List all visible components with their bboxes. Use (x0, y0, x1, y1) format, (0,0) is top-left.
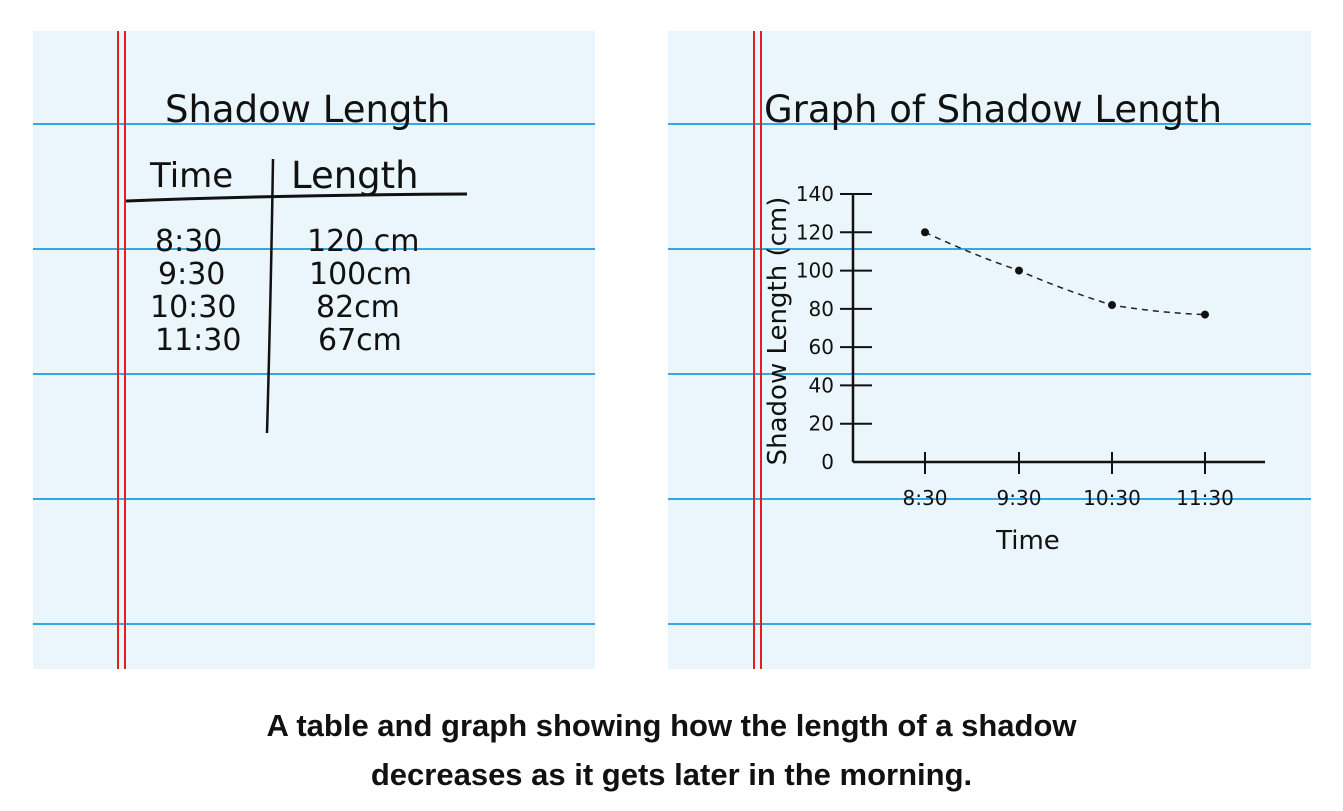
x-tick-label: 10:30 (1083, 486, 1141, 510)
table-header-time: Time (150, 156, 234, 196)
y-tick-label: 0 (821, 450, 834, 474)
table-header-length: Length (291, 154, 419, 197)
x-tick-label: 11:30 (1176, 486, 1234, 510)
table-row-length: 120 cm (307, 224, 420, 259)
table-row-time: 9:30 (158, 257, 226, 292)
x-tick-label: 9:30 (996, 486, 1042, 510)
data-point (1201, 311, 1209, 319)
caption-line-2: decreases as it gets later in the morning. (370, 757, 973, 792)
table-header-underline (126, 194, 467, 201)
table-title: Shadow Length (165, 88, 451, 131)
table-row-length: 67cm (318, 323, 402, 358)
table-rules (33, 31, 595, 669)
table-column-divider (267, 159, 273, 433)
y-tick-label: 140 (795, 182, 834, 206)
notebook-sheet-table (33, 31, 595, 669)
chart-title: Graph of Shadow Length (764, 88, 1223, 131)
y-tick-label: 100 (795, 258, 834, 283)
notebook-sheet-graph (668, 31, 1311, 669)
y-tick-label: 20 (808, 411, 834, 436)
shadow-length-chart (668, 31, 1311, 669)
table-row-length: 100cm (309, 257, 412, 292)
y-tick-label: 120 (795, 220, 834, 245)
table-row-time: 8:30 (155, 224, 223, 259)
x-tick-label: 8:30 (902, 486, 948, 510)
series-line (925, 232, 1205, 314)
y-tick-label: 80 (808, 296, 834, 321)
caption-line-1: A table and graph showing how the length of a shadow (266, 708, 1077, 743)
data-point (1108, 301, 1116, 309)
y-axis-label: Shadow Length (cm) (763, 196, 793, 466)
data-point (921, 228, 929, 236)
table-row-length: 82cm (316, 290, 400, 325)
x-axis-label: Time (996, 526, 1060, 556)
data-point (1015, 267, 1023, 275)
y-tick-label: 60 (808, 335, 834, 360)
y-tick-label: 40 (808, 373, 834, 398)
table-row-time: 11:30 (155, 323, 242, 358)
table-row-time: 10:30 (150, 290, 237, 325)
